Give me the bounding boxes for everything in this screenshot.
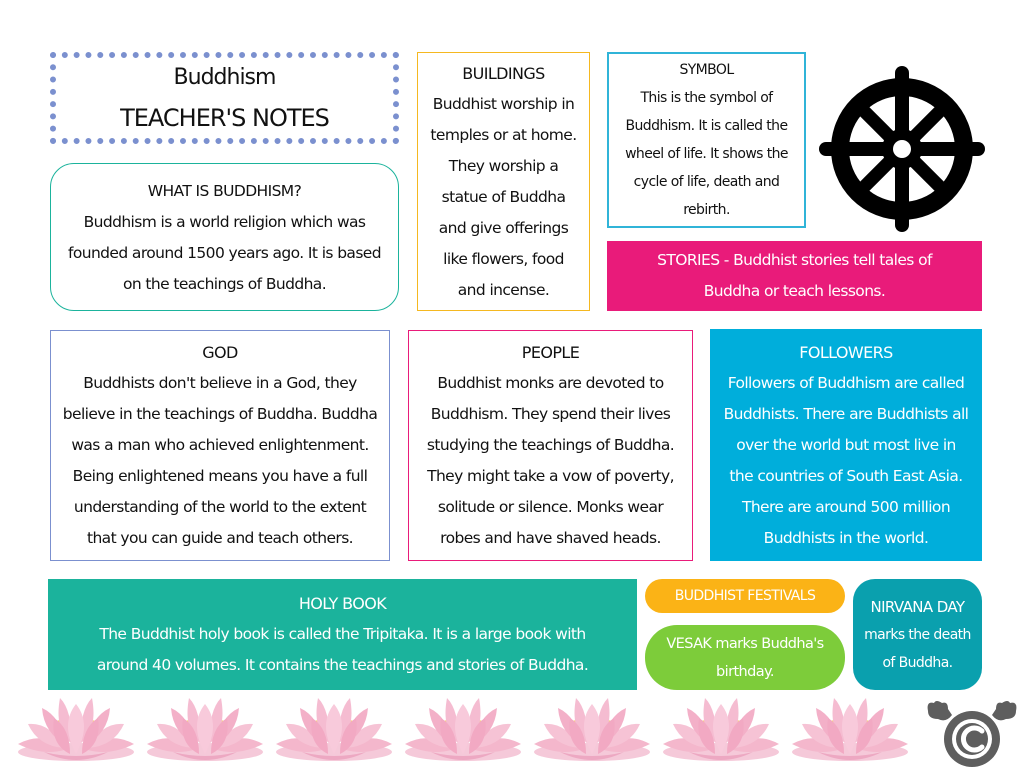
card-text-line: They worship a — [448, 156, 559, 175]
holy-book-card — [48, 579, 637, 690]
card-text-line: Followers of Buddhism are called — [727, 373, 965, 392]
card-text-line: Buddha or teach lessons. — [703, 282, 886, 300]
what-is-buddhism-card — [50, 163, 399, 311]
buildings-card — [417, 52, 590, 311]
nirvana-day-card — [853, 579, 982, 690]
lotus-flower-icon — [143, 694, 267, 768]
card-text-line: believe in the teachings of Buddha. Buddha — [62, 405, 378, 423]
god-card — [50, 330, 390, 561]
card-heading: BUDDHIST FESTIVALS — [674, 588, 816, 604]
lotus-flower-icon — [788, 694, 912, 768]
card-text-line: temples or at home. — [430, 125, 577, 144]
card-text-line: rebirth. — [683, 202, 730, 218]
card-text-line: wheel of life. It shows the — [625, 146, 788, 162]
card-text-line: that you can guide and teach others. — [86, 529, 354, 547]
lotus-border — [0, 694, 920, 768]
card-text-line: marks the death — [864, 626, 971, 643]
card-text-line: VESAK marks Buddha's — [666, 635, 824, 652]
card-text-line: was a man who achieved enlightenment. — [71, 436, 369, 454]
lotus-flower-icon — [401, 694, 525, 768]
card-text-line: on the teachings of Buddha. — [122, 275, 327, 293]
card-text-line: the countries of South East Asia. — [729, 466, 963, 485]
card-heading: FOLLOWERS — [799, 342, 893, 362]
card-text-line: Being enlightened means you have a full — [72, 467, 368, 485]
card-heading: PEOPLE — [521, 343, 580, 362]
card-heading: NIRVANA DAY — [870, 597, 965, 616]
card-text-line: understanding of the world to the extent — [73, 498, 367, 516]
lotus-flower-icon — [659, 694, 783, 768]
card-text-line: Buddhism is a world religion which was — [83, 213, 366, 231]
card-text-line: solitude or silence. Monks wear — [437, 498, 664, 516]
people-card — [408, 330, 693, 561]
card-text-line: studying the teachings of Buddha. — [426, 436, 675, 454]
lotus-flower-icon — [530, 694, 654, 768]
card-text-line: There are around 500 million — [741, 497, 951, 516]
card-text-line: statue of Buddha — [441, 187, 566, 206]
card-text-line: and give offerings — [438, 218, 569, 237]
title-main: Buddhism — [173, 65, 276, 90]
card-text-line: Buddhist monks are devoted to — [437, 374, 664, 392]
lotus-flower-icon — [14, 694, 138, 768]
symbol-card — [607, 52, 806, 228]
card-text-line: birthday. — [716, 663, 774, 680]
card-text-line: Buddhist worship in — [432, 94, 575, 113]
moose-copyright-icon — [922, 697, 1022, 768]
card-text-line: This is the symbol of — [640, 90, 773, 106]
card-text-line: cycle of life, death and — [633, 174, 780, 190]
card-heading: GOD — [202, 343, 238, 362]
lotus-flower-icon — [272, 694, 396, 768]
title-box — [50, 52, 399, 144]
card-text-line: over the world but most live in — [736, 435, 956, 454]
card-heading: SYMBOL — [679, 62, 734, 78]
card-text-line: robes and have shaved heads. — [440, 529, 661, 547]
card-text-line: Buddhism. They spend their lives — [430, 405, 671, 423]
card-text-line: Buddhists in the world. — [763, 528, 929, 547]
card-text-line: like flowers, food — [443, 249, 564, 268]
card-text-line: Buddhists. There are Buddhists all — [723, 404, 969, 423]
stories-card — [607, 241, 982, 311]
card-heading: HOLY BOOK — [298, 594, 387, 613]
card-heading: WHAT IS BUDDHISM? — [147, 182, 302, 200]
card-heading: BUILDINGS — [462, 63, 545, 83]
card-text-line: They might take a vow of poverty, — [427, 467, 674, 485]
card-text-line: The Buddhist holy book is called the Tripitaka. It is a large book with — [99, 625, 586, 643]
vesak-pill — [645, 625, 845, 690]
dharma-wheel-icon — [818, 65, 986, 233]
festivals-heading-pill — [645, 579, 845, 613]
card-text-line: Buddhism. It is called the — [625, 118, 788, 134]
card-text-line: STORIES - Buddhist stories tell tales of — [657, 251, 932, 269]
title-sub: TEACHER'S NOTES — [120, 104, 329, 132]
card-text-line: founded around 1500 years ago. It is based — [68, 244, 381, 262]
card-text-line: of Buddha. — [882, 654, 953, 671]
card-text-line: and incense. — [457, 280, 550, 299]
card-text-line: Buddhists don't believe in a God, they — [83, 374, 357, 392]
followers-card — [710, 329, 982, 561]
card-text-line: around 40 volumes. It contains the teachings and stories of Buddha. — [96, 656, 589, 674]
